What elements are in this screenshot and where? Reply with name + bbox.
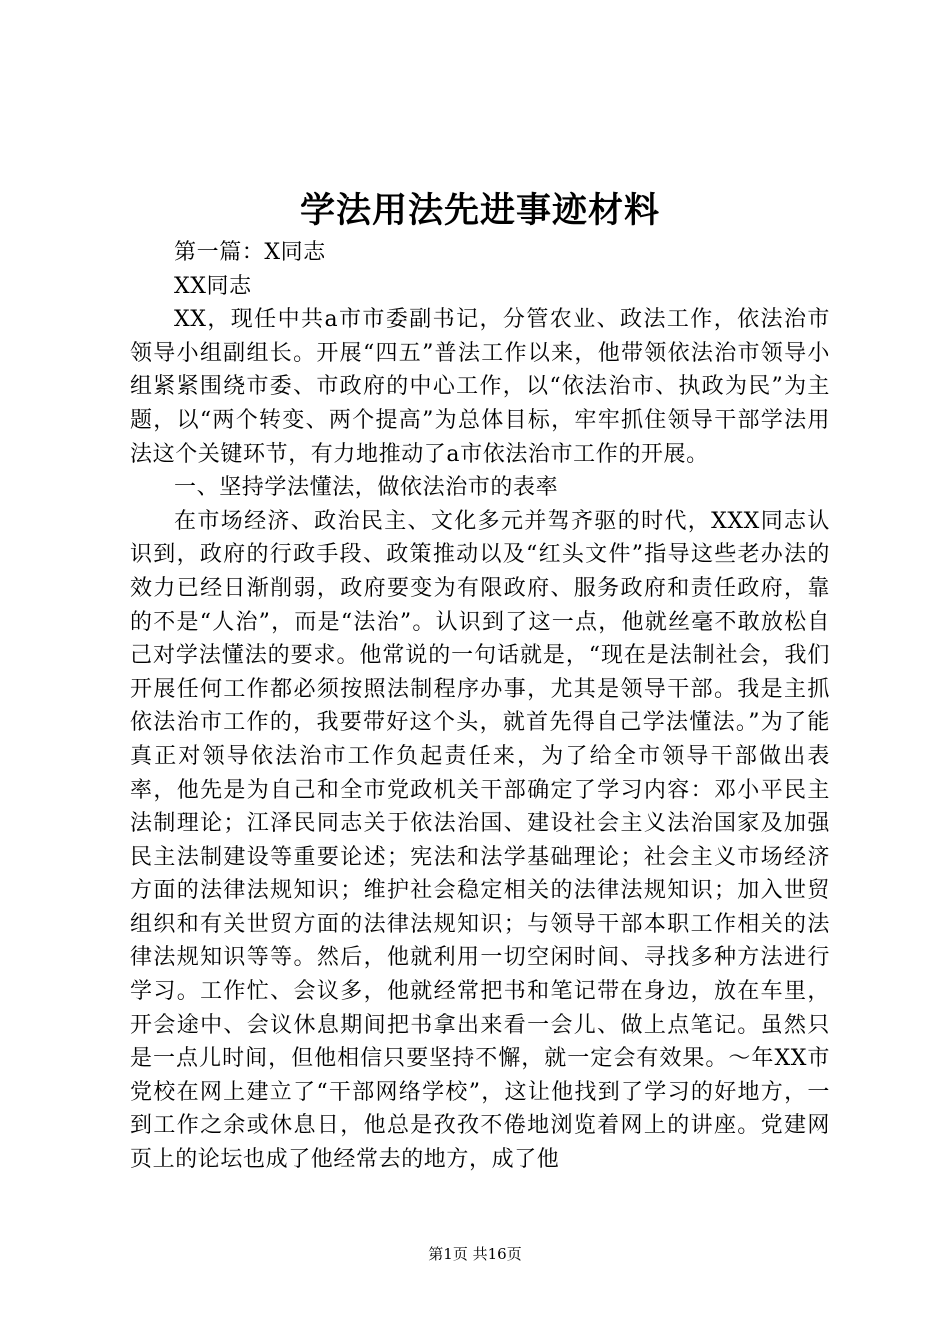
body-paragraph: 在市场经济、政治民主、文化多元并驾齐驱的时代，XXX同志认识到，政府的行政手段、政策推动以及“红头文件”指导这些老办法的效力已经日渐削弱，政府要变为有限政府、服务政府和责任政府，靠的不是“人治”，而是“法治”。认识到了这一点，他就丝毫不敢放松自己对学法懂法的要求。他常说的一句话就是，“现在是法制社会，我们开展任何工作都必须按照法制程序办事，尤其是领导干部。我是主抓依法治市工作的，我要带好这个头，就首先得自己学法懂法。”为了能真正对领导依法治市工作负起责任来，为了给全市领导干部做出表率，他先是为自己和全市党政机关干部确定了学习内容：邓小平民主法制理论；江泽民同志关于依法治国、建设社会主义法治国家及加强民主法制建设等重要论述；宪法和法学基础理论；社会主义市场经济方面的法律法规知识；维护社会稳定相关的法律法规知识；加入世贸组织和有关世贸方面的法律法规知识；与领导干部本职工作相关的法律法规知识等等。然后，他就利用一切空闲时间、寻找多种方法进行学习。工作忙、会议多，他就经常把书和笔记带在身边，放在车里，开会途中、会议休息期间把书拿出来看一会儿、做上点笔记。虽然只是一点儿时间，但他相信只要坚持不懈，就一定会有效果。～年XX市党校在网上建立了“干部网络学校”，这让他找到了学习的好地方，一到工作之余或休息日，他总是孜孜不倦地浏览着网上的讲座。党建网页上的论坛也成了他经常去的地方，成了他 [130,508,830,1173]
section-subheading: 一、坚持学法懂法，做依法治市的表率 [174,475,559,501]
body-paragraph: XX，现任中共a市市委副书记，分管农业、政法工作，依法治市领导小组副组长。开展“四五”普法工作以来，他带领依法治市领导小组紧紧围绕市委、市政府的中心工作，以“依法治市、执政为民”为主题，以“两个转变、两个提高”为总体目标，牢牢抓住领导干部学法用法这个关键环节，有力地推动了a市依法治市工作的开展。 [130,307,830,467]
section-heading: 第一篇：X同志 [174,240,326,265]
document-body [130,236,830,1177]
subject-name: XX同志 [174,273,252,299]
page-footer: 第1页 共16页 [428,1245,522,1263]
document-title: 学法用法先进事迹材料 [299,190,660,231]
